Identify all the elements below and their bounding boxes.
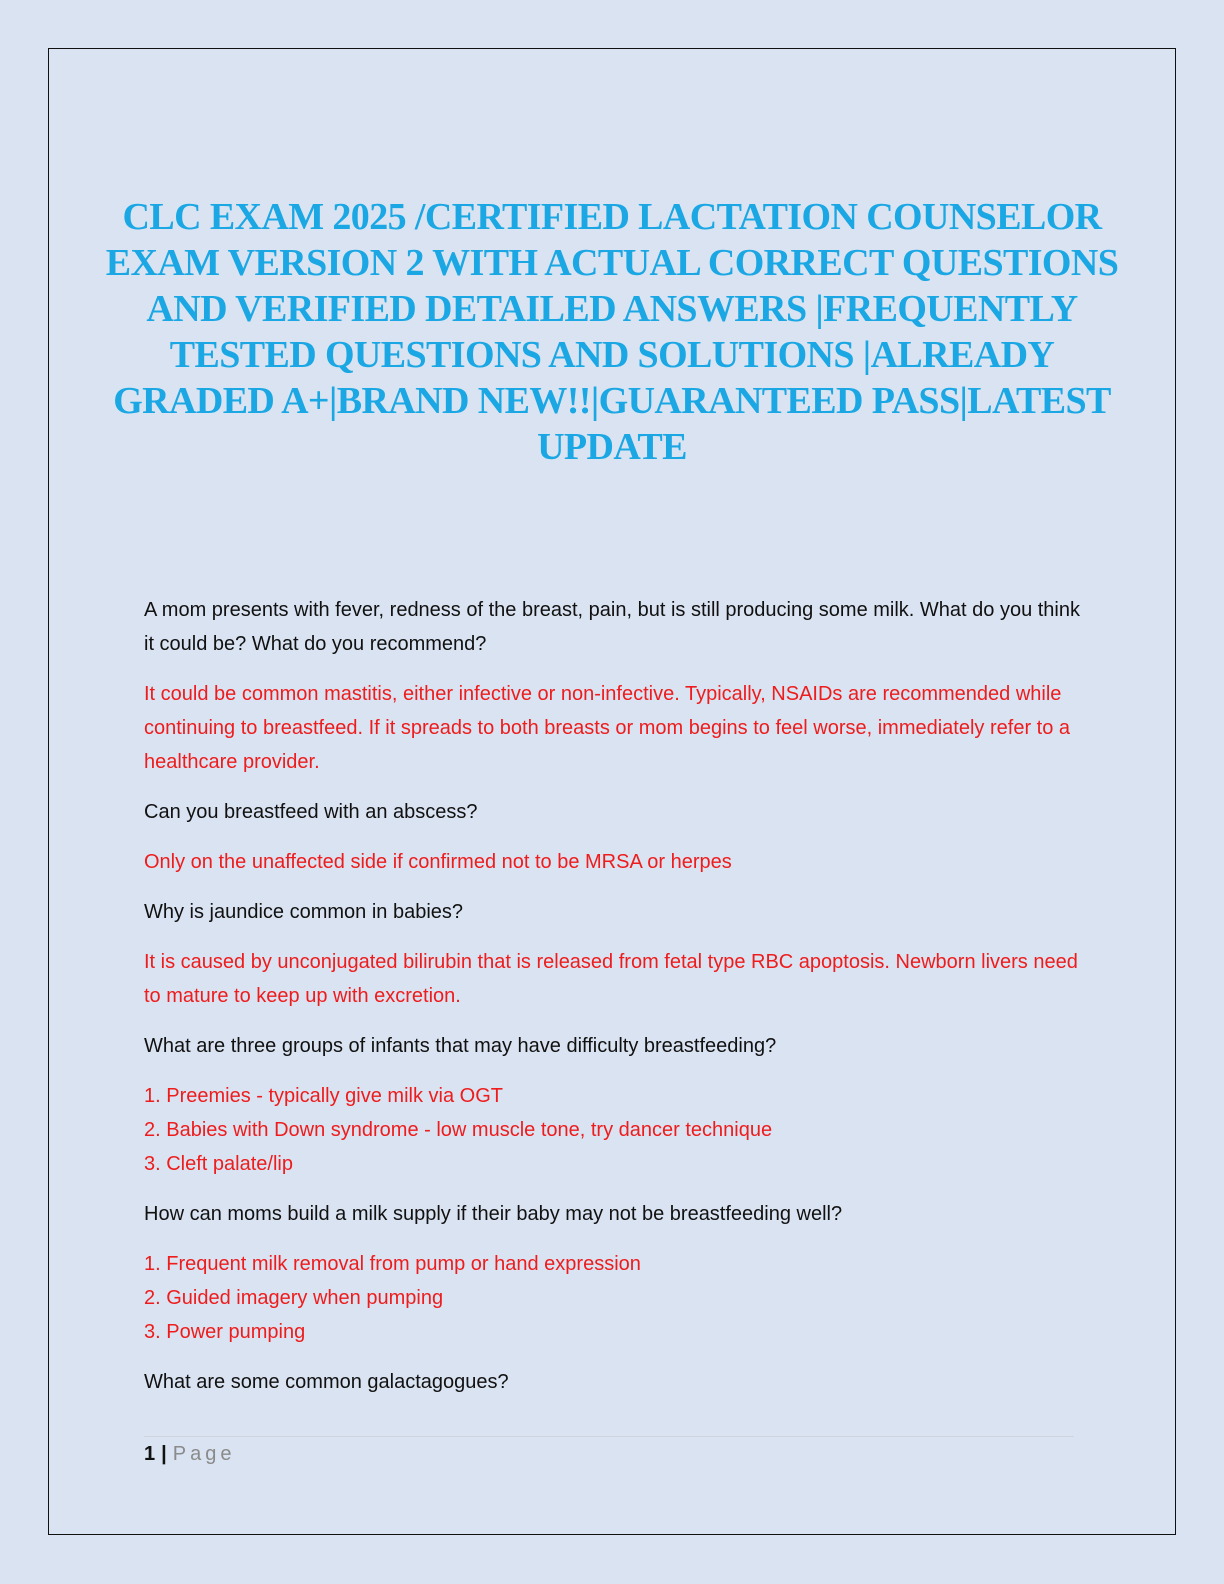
- answer-3: It is caused by unconjugated bilirubin that is released from fetal type RBC apoptosis. Newborn livers need to mature to keep up with excretion.: [144, 951, 1078, 1007]
- question-1: A mom presents with fever, redness of the breast, pain, but is still producing some milk. What do you think it could be? What do you recommend?: [144, 599, 1080, 655]
- page-footer: [144, 1441, 235, 1467]
- answer-2: Only on the unaffected side if confirmed not to be MRSA or herpes: [144, 851, 732, 873]
- footer-divider: [144, 1436, 1074, 1437]
- page-label: Page: [172, 1443, 236, 1465]
- document-title: CLC EXAM 2025 /CERTIFIED LACTATION COUNSELOR EXAM VERSION 2 WITH ACTUAL CORRECT QUESTIONS AND VERIFIED DETAILED ANSWERS |FREQUENTLY TESTED QUESTIONS AND SOLUTIONS |ALREADY GRADED A+|BRAND NEW!!|GUARANTEED PASS|LATEST UPDATE: [105, 196, 1119, 468]
- qa-content: [144, 593, 1084, 1415]
- question-5: How can moms build a milk supply if their baby may not be breastfeeding well?: [144, 1203, 843, 1225]
- question-3: Why is jaundice common in babies?: [144, 901, 464, 923]
- answer-5-item-2: 2. Guided imagery when pumping: [144, 1287, 444, 1309]
- answer-4-item-1: 1. Preemies - typically give milk via OGT: [144, 1085, 503, 1107]
- footer-separator: |: [161, 1443, 167, 1465]
- question-4: What are three groups of infants that may have difficulty breastfeeding?: [144, 1035, 777, 1057]
- question-2: Can you breastfeed with an abscess?: [144, 801, 478, 823]
- answer-4-item-2: 2. Babies with Down syndrome - low muscle tone, try dancer technique: [144, 1119, 773, 1141]
- question-6: What are some common galactagogues?: [144, 1371, 509, 1393]
- answer-4-item-3: 3. Cleft palate/lip: [144, 1153, 293, 1175]
- answer-5-list: [144, 1247, 1084, 1349]
- answer-4-list: [144, 1079, 1084, 1181]
- answer-5-item-1: 1. Frequent milk removal from pump or hand expression: [144, 1253, 641, 1275]
- page-number: 1: [144, 1443, 156, 1465]
- answer-5-item-3: 3. Power pumping: [144, 1321, 306, 1343]
- answer-1: It could be common mastitis, either infective or non-infective. Typically, NSAIDs are recommended while continuing to breastfeed. If it spreads to both breasts or mom begins to feel worse, immediately refer to a healthcare provider.: [144, 683, 1071, 773]
